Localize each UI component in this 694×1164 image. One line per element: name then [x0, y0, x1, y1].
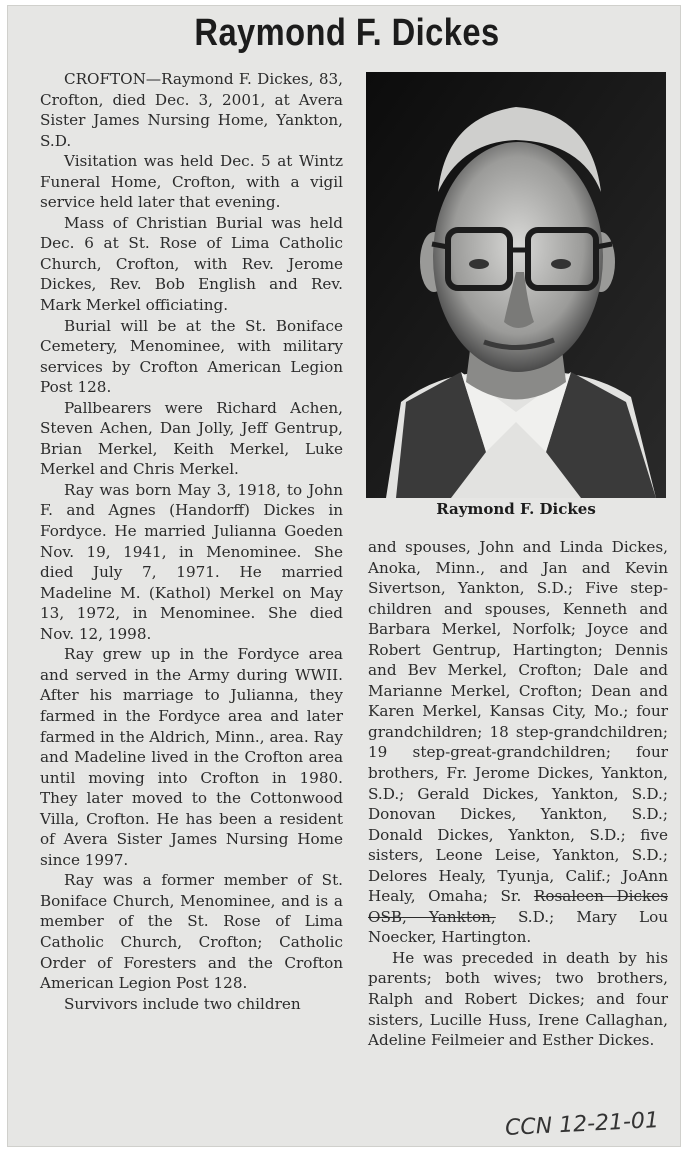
paragraph: Ray grew up in the Fordyce area and served in the Army during WWII. After his marriage to Julianna, they farmed in the Fordyce area and later farmed in the Aldrich, Minn., area. Ray and Madeline lived in the Crofton area until moving into Crofton in 1980. They later moved to the Cottonwood Villa, Crofton. He has been a resident of Avera Sister James Nursing Home since 1997. — [40, 645, 343, 869]
survivors-text: and spouses, John and Linda Dickes, Anoka, Minn., and Jan and Kevin Sivertson, Yankton, S.D.; Five step-children and spouses, Kenneth and Barbara Merkel, Norfolk; Joyce and Robert Gentrup, Hartington; Dennis and Bev Merkel, Crofton; Dale and Marianne Merkel, Crofton; Dean and Karen Merkel, Kansas City, Mo.; four grandchildren; 18 step-grandchildren; 19 step-great-grandchildren; four brothers, Fr. Jerome Dickes, Yankton, S.D.; Gerald Dickes, Yankton, S.D.; Donovan Dickes, Yankton, S.D.; Donald Dickes, Yankton, S.D.; five sisters, Leone Leise, Yankton, S.D.; Delores Healy, Tyunja, Calif.; JoAnn Healy, Omaha; Sr. — [368, 538, 668, 906]
paragraph: Burial will be at the St. Boniface Cemetery, Menominee, with military services by Crofton American Legion Post 128. — [40, 316, 343, 397]
struck-text: Rosaleen Dickes OSB, Yankton, — [368, 887, 669, 926]
photo-caption: Raymond F. Dickes — [436, 500, 596, 518]
portrait-photo — [366, 72, 666, 498]
paragraph: Mass of Christian Burial was held Dec. 6 at St. Rose of Lima Catholic Church, Crofton, with Rev. Jerome Dickes, Rev. Bob English and Rev. Mark Merkel officiating. — [40, 213, 343, 315]
obituary-headline: Raymond F. Dickes — [194, 12, 500, 54]
right-column — [368, 537, 668, 1051]
handwritten-note: CCN 12-21-01 — [504, 1107, 660, 1142]
paragraph: Pallbearers were Richard Achen, Steven Achen, Dan Jolly, Jeff Gentrup, Brian Merkel, Keith Merkel, Luke Merkel and Chris Merkel. — [40, 398, 343, 479]
paragraph: Ray was a former member of St. Boniface Church, Menominee, and is a member of the St. Rose of Lima Catholic Church, Crofton; Catholic Order of Foresters and the Crofton American Legion Post 128. — [40, 871, 343, 993]
survivors-text-end: S.D.; Mary Lou Noecker, Hartington. — [368, 907, 668, 947]
paragraph: Survivors include two children — [64, 994, 301, 1013]
paragraph: CROFTON—Raymond F. Dickes, 83, Crofton, died Dec. 3, 2001, at Avera Sister James Nursing Home, Yankton, S.D. — [40, 70, 343, 150]
paragraph: Visitation was held Dec. 5 at Wintz Funeral Home, Crofton, with a vigil service held later that evening. — [40, 152, 343, 212]
paragraph — [368, 537, 668, 948]
left-column — [40, 69, 343, 1014]
portrait-image — [366, 72, 666, 498]
paragraph: He was preceded in death by his parents; both wives; two brothers, Ralph and Robert Dickes; and four sisters, Lucille Huss, Irene Callaghan, Adeline Feilmeier and Esther Dickes. — [368, 948, 668, 1050]
paragraph: Ray was born May 3, 1918, to John F. and Agnes (Handorff) Dickes in Fordyce. He married Julianna Goeden Nov. 19, 1941, in Menominee. She died July 7, 1971. He married Madeline M. (Kathol) Merkel on May 13, 1972, in Menominee. She died Nov. 12, 1998. — [40, 480, 343, 643]
